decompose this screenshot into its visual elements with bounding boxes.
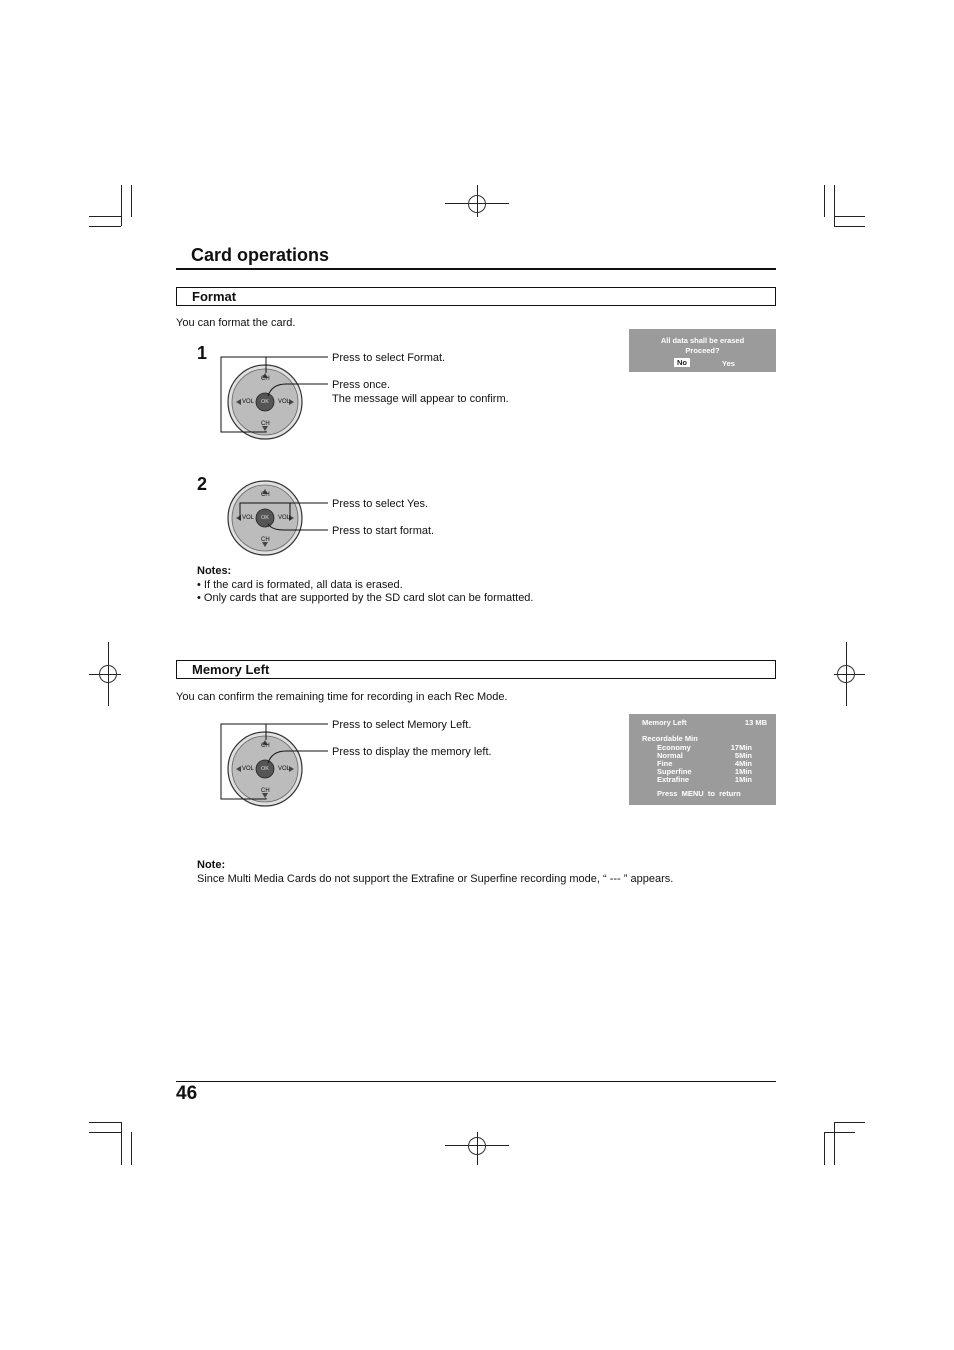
step1-callout-select: Press to select Format. [332, 352, 446, 364]
format-notes-title: Notes: [197, 565, 232, 577]
format-note-2-text: Only cards that are supported by the SD card slot can be formatted. [203, 592, 534, 604]
osd-row-mode: Fine [657, 759, 673, 768]
memory-note: Since Multi Media Cards do not support the Extrafine or Superfine recording mode, “ --- ” appears. [197, 873, 674, 885]
pad2-vol-left-label: VOL [242, 515, 255, 521]
osd-row-time: 1Min [734, 767, 752, 776]
remote-pad-1 [221, 357, 328, 439]
pad2-ch-up-label: CH [261, 492, 270, 498]
pad3-vol-right-label: VOL [278, 766, 291, 772]
step2-callout-start: Press to start format. [332, 525, 435, 537]
osd-memory-size: 13 MB [744, 718, 767, 727]
format-note-1-text: If the card is formated, all data is erased. [203, 579, 403, 591]
osd-row-time: 4Min [734, 759, 752, 768]
memory-section-header [176, 660, 776, 679]
osd-return-hint: Press MENU to return [657, 789, 741, 798]
pad1-vol-right-label: VOL [278, 399, 291, 405]
pad3-ok-label: OK [261, 766, 269, 772]
osd-row-mode: Superfine [657, 767, 692, 776]
pad2-ch-down-label: CH [261, 537, 270, 543]
osd-recordable-title: Recordable Min [642, 734, 698, 743]
osd-memory-title: Memory Left [642, 718, 687, 727]
osd-proceed-prompt: Proceed? [685, 346, 720, 355]
pad2-vol-right-label: VOL [278, 515, 291, 521]
osd-row-mode: Extrafine [657, 775, 690, 784]
osd-erase-warning: All data shall be erased [660, 336, 745, 345]
page-title: Card operations [191, 245, 330, 265]
footer-rule [176, 1081, 776, 1082]
memory-heading: Memory Left [192, 662, 270, 677]
memory-left-osd [629, 714, 776, 805]
format-heading: Format [192, 289, 237, 304]
pad2-ok-label: OK [261, 515, 269, 521]
osd-row-time: 17Min [730, 743, 752, 752]
page-number: 46 [176, 1083, 198, 1104]
step-1-number: 1 [197, 343, 208, 363]
pad3-ch-down-label: CH [261, 788, 270, 794]
osd-row-mode: Economy [657, 743, 691, 752]
step-2-number: 2 [197, 474, 208, 494]
memory-callout-select: Press to select Memory Left. [332, 719, 472, 731]
format-confirm-osd [629, 329, 776, 372]
format-note-1: • If the card is formated, all data is erased. [197, 579, 403, 591]
format-intro: You can format the card. [176, 317, 296, 329]
memory-callout-display: Press to display the memory left. [332, 746, 492, 758]
format-note-2: • Only cards that are supported by the SD card slot can be formatted. [197, 592, 534, 604]
step1-callout-message: The message will appear to confirm. [332, 393, 509, 405]
memory-intro: You can confirm the remaining time for recording in each Rec Mode. [176, 691, 508, 703]
osd-row-time: 5Min [734, 751, 752, 760]
pad3-vol-left-label: VOL [242, 766, 255, 772]
osd-row-time: 1Min [734, 775, 752, 784]
osd-no-option[interactable]: No [674, 358, 690, 367]
osd-row-mode: Normal [657, 751, 683, 760]
step1-callout-press: Press once. [332, 379, 391, 391]
remote-pad-3 [221, 724, 328, 806]
memory-note-title: Note: [197, 859, 226, 871]
pad1-vol-left-label: VOL [242, 399, 255, 405]
pad3-ch-up-label: CH [261, 743, 270, 749]
osd-yes-option[interactable]: Yes [722, 359, 735, 368]
step2-callout-select: Press to select Yes. [332, 498, 428, 510]
pad1-ok-label: OK [261, 399, 269, 405]
pad1-ch-down-label: CH [261, 421, 270, 427]
pad1-ch-up-label: CH [261, 376, 270, 382]
